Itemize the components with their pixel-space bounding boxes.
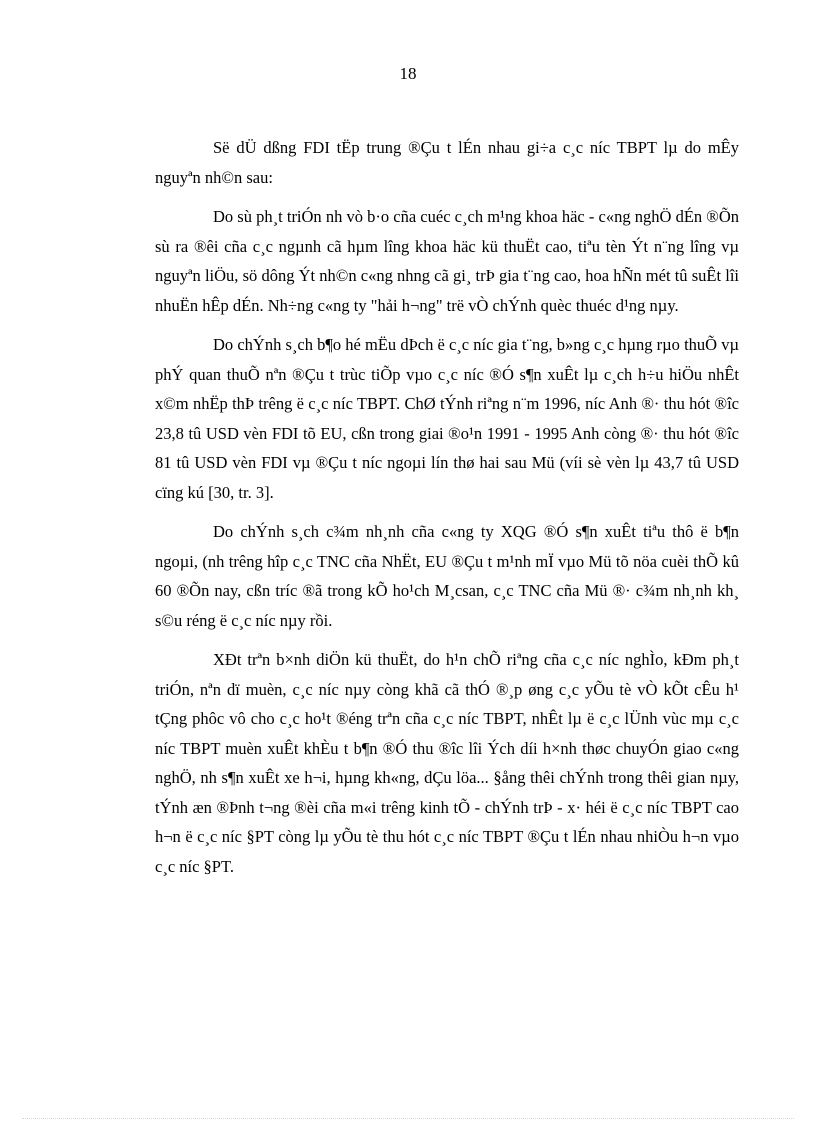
paragraph-4: Do chÝnh s¸ch c¾m nh¸nh cña c«ng ty XQG ®Ó s¶n xuÊt tiªu thô ë b¶n ngoµi, (nh trêng hîp c¸c TNC cña NhËt, EU ®Çu t m¹nh mÏ vµo Mü tõ nöa cuèi thÕ kû 60 ®Õn nay, cßn tríc ®ã trong kÕ ho¹ch M¸csan, c¸c TNC cña Mü ®· c¾m nh¸nh kh¸ s©u réng ë c¸c níc nµy rồi.	[155, 522, 739, 630]
paragraph-5: XÐt trªn b×nh diÖn kü thuËt, do h¹n chÕ riªng cña c¸c níc nghÌo, kÐm ph¸t triÓn, nªn dï muèn, c¸c níc nµy còng khã cã thÓ ®¸p øng c¸c yÕu tè vÒ kÕt cÊu h¹ tÇng phôc vô cho c¸c ho¹t ®éng trªn cña c¸c níc TBPT, nhÊt lµ ë c¸c lÜnh vùc mµ c¸c níc TBPT muèn xuÊt khÈu t b¶n ®Ó thu ®îc lîi Ých díi h×nh thøc chuyÓn giao c«ng nghÖ, nh s¶n xuÊt xe h¬i, hµng kh«ng, dÇu löa... §ång thêi chÝnh trong thêi gian nµy, tÝnh æn ®Þnh t¬ng ®èi cña m«i trêng kinh tÕ - chÝnh trÞ - x· héi ë c¸c níc TBPT cao h¬n ë c¸c níc §PT còng lµ yÕu tè thu hót c¸c níc TBPT ®Çu t lÉn nhau nhiÒu h¬n vµo c¸c níc §PT.	[155, 650, 739, 876]
body-text	[155, 133, 739, 891]
paragraph-2: Do sù ph¸t triÓn nh vò b·o cña cuéc c¸ch m¹ng khoa häc - c«ng nghÖ dÉn ®Õn sù ra ®êi cña c¸c ngµnh cã hµm lîng khoa häc kü thuËt cao, tiªu tèn Ýt n¨ng lîng vµ nguyªn liÖu, sö dông Ýt nh©n c«ng nhng cã gi¸ trÞ gia t¨ng cao, hoa hÑn mét tû suÊt lîi nhuËn hÊp dÉn. Nh÷ng c«ng ty "hải h¬ng" trë vÒ chÝnh quèc thuéc d¹ng nµy.	[155, 207, 739, 315]
page-number: 18	[399, 64, 417, 83]
paragraph-1: Së dÜ dßng FDI tËp trung ®Çu t lÉn nhau gi÷a c¸c níc TBPT lµ do mÊy nguyªn nh©n sau:	[155, 138, 739, 187]
page-bottom-border	[22, 1118, 794, 1119]
paragraph-3: Do chÝnh s¸ch b¶o hé mËu dÞch ë c¸c níc gia t¨ng, b»ng c¸c hµng rµo thuÕ vµ phÝ quan thuÕ nªn ®Çu t trùc tiÕp vµo c¸c níc ®Ó s¶n xuÊt lµ c¸ch h÷u hiÖu nhÊt x©m nhËp thÞ trêng ë c¸c níc TBPT. ChØ tÝnh riªng n¨m 1996, níc Anh ®· thu hót ®îc 23,8 tû USD vèn FDI tõ EU, cßn trong giai ®o¹n 1991 - 1995 Anh còng ®· thu hót ®îc 81 tû USD vèn FDI vµ ®Çu t níc ngoµi lín thø hai sau Mü (víi sè vèn lµ 43,7 tû USD cïng kú [30, tr. 3].	[155, 335, 739, 502]
